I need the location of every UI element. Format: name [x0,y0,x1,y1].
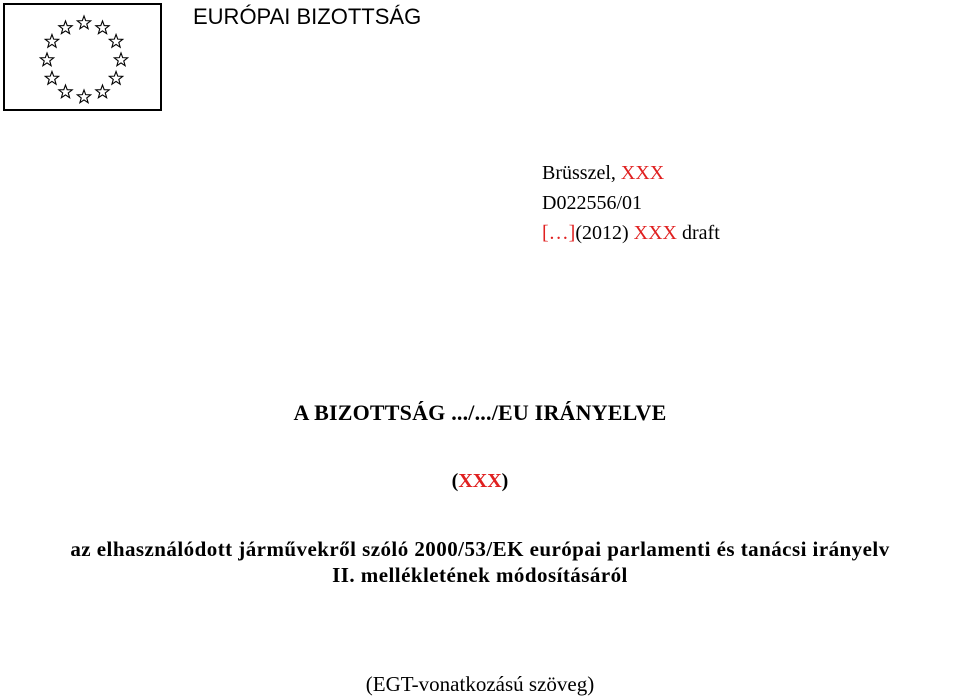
document-number-open: ( [451,470,459,492]
document-title: A BIZOTTSÁG .../.../EU IRÁNYELVE [293,400,667,425]
document-meta [542,158,720,248]
reference-number: D022556/01 [542,192,642,214]
document-number-close: ) [501,470,509,492]
star-icon [96,21,109,34]
document-number-placeholder: XXX [458,470,502,492]
star-icon [77,90,90,103]
star-icon [109,72,122,85]
star-icon [45,35,58,48]
document-code-year: (2012) [575,222,634,244]
document-number [0,466,960,496]
eu-flag-stars-icon [5,5,160,109]
star-icon [114,53,127,66]
star-icon [45,72,58,85]
star-icon [59,21,72,34]
document-code-line [542,218,720,248]
subject-line-1: az elhasználódott járművekről szóló 2000/53/EK európai parlamenti és tanácsi irányelv [70,537,890,561]
place-text: Brüsszel, [542,162,621,184]
star-icon [109,35,122,48]
eea-relevance-note: (EGT-vonatkozású szöveg) [365,672,595,696]
star-icon [77,16,90,29]
organization-name: EURÓPAI BIZOTTSÁG [193,4,422,29]
document-code-bracket: […] [542,222,576,244]
document-subject [0,536,960,588]
star-icon [96,85,109,98]
star-icon [59,85,72,98]
subject-line-2: II. mellékletének módosításáról [332,563,628,587]
date-placeholder: XXX [620,162,665,184]
document-code-placeholder: XXX [633,222,677,244]
eu-logo [3,3,162,111]
place-date-line [542,158,720,188]
document-code-suffix: draft [677,222,720,244]
star-icon [40,53,53,66]
